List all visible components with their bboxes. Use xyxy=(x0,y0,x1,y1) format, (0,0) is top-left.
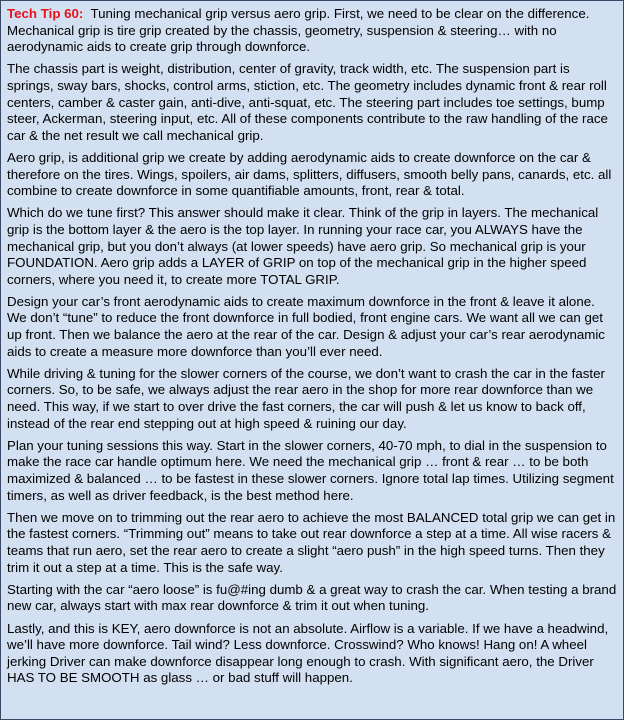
paragraph-mechanical-components: The chassis part is weight, distribution, center of gravity, track width, etc. The suspension part is springs, sway bars, shocks, control arms, stiction, etc. The geometry includes dynamic front & rear roll centers, camber & caster gain, anti-dive, anti-squat, etc. The steering part includes toe settings, bump steer, Ackerman, steering input, etc. All of these components contribute to the raw handling of the race car & the net result we call mechanical grip. xyxy=(7,61,608,143)
paragraph-slow-corners-safety: While driving & tuning for the slower corners of the course, we don’t want to crash the car in the faster corners. So, to be safe, we always adjust the rear aero in the shop for more rear downforce than we need. This way, if we start to over drive the fast corners, the car will push & let us know to back off, instead of the rear end stepping out at high speed & ruining our day. xyxy=(7,365,605,431)
paragraph-plan-sessions: Plan your tuning sessions this way. Start in the slower corners, 40-70 mph, to dial in the suspension to make the race car handle optimum here. We need the mechanical grip … front & rear … to be both maximized & balanced … to be fastest in these slower corners. Ignore total lap times. Utilizing segment timers, as well as driver feedback, is the best method here. xyxy=(7,437,614,503)
paragraph-text: Tuning mechanical grip versus aero grip. First, we need to be clear on the difference. Mechanical grip is tire grip created by the chassis, geometry, suspension & steering… with no aerodynamic aids to create grip through downforce. xyxy=(7,6,590,55)
paragraph-front-aero: Design your car’s front aerodynamic aids to create maximum downforce in the front & leave it alone. We don’t “tune” to reduce the front downforce in full bodied, front engine cars. We want all we can get up front. Then we balance the aero at the rear of the car. Design & adjust your car’s rear aerodynamic aids to create a measure more downforce than you’ll ever need. xyxy=(7,293,605,359)
paragraph-aero-loose-warning: Starting with the car “aero loose” is fu@#ing dumb & a great way to crash the car. When testing a brand new car, always start with max rear downforce & trim it out when tuning. xyxy=(7,581,617,614)
paragraph-trim-rear-aero: Then we move on to trimming out the rear aero to achieve the most BALANCED total grip we can get in the fastest corners. “Trimming out” means to take out rear downforce a step at a time. All wise racers & teams that run aero, set the rear aero to create a slight “aero push” in the high speed turns. Then they trim it out a step at a time. This is the safe way. xyxy=(7,509,616,575)
tip-label: Tech Tip 60: xyxy=(7,6,84,21)
paragraph-airflow-variable: Lastly, and this is KEY, aero downforce is not an absolute. Airflow is a variable. If we have a headwind, we’ll have more downforce. Tail wind? Less downforce. Crosswind? Who knows! Hang on! A wheel jerking Driver can make downforce disappear long enough to crash. With significant aero, the Driver HAS TO BE SMOOTH as glass … or bad stuff will happen. xyxy=(7,620,609,686)
paragraph-tune-first: Which do we tune first? This answer should make it clear. Think of the grip in layers. The mechanical grip is the bottom layer & the aero is the top layer. In running your race car, you ALWAYS have the mechanical grip, but you don’t always (at lower speeds) have aero grip. So mechanical grip is your FOUNDATION. Aero grip adds a LAYER of GRIP on top of the mechanical grip in the higher speed corners, where you need it, to create more TOTAL GRIP. xyxy=(7,205,599,287)
paragraph-intro xyxy=(7,6,617,56)
paragraph-aero-grip: Aero grip, is additional grip we create by adding aerodynamic aids to create downforce on the car & therefore on the tires. Wings, spoilers, air dams, splitters, diffusers, smooth belly pans, canards, etc. all combine to create downforce in some quantifiable amounts, front, rear & total. xyxy=(7,149,612,199)
